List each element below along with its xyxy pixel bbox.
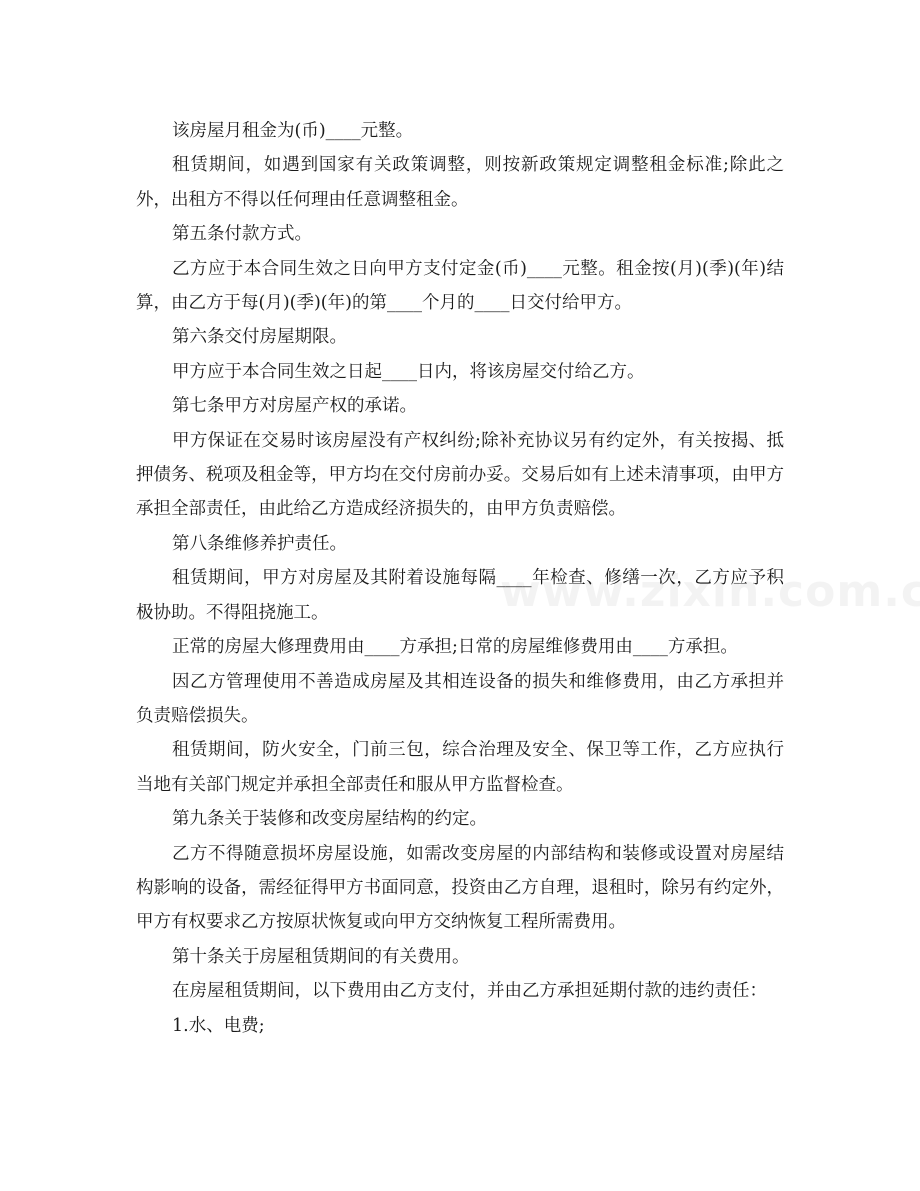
paragraph-damage-liability: 因乙方管理使用不善造成房屋及其相连设备的损失和维修费用，由乙方承担并负责赔偿损失。 [136,671,784,726]
paragraph-repair-costs: 正常的房屋大修理费用由____方承担;日常的房屋维修费用由____方承担。 [172,637,738,658]
paragraph-payment-terms: 乙方应于本合同生效之日向甲方支付定金(币)____元整。租金按(月)(季)(年)结算，由乙方于每(月)(季)(年)的第____个月的____日交付给甲方。 [136,258,784,314]
list-item-utilities: 1.水、电费; [172,1015,265,1036]
heading-article-10: 第十条关于房屋租赁期间的有关费用。 [172,946,470,967]
paragraph-safety-duties: 租赁期间，防火安全，门前三包，综合治理及安全、保卫等工作，乙方应执行当地有关部门规定并承担全部责任和服从甲方监督检查。 [136,740,784,795]
paragraph-rent-amount: 该房屋月租金为(币)____元整。 [172,121,414,141]
paragraph-inspection: 租赁期间，甲方对房屋及其附着设施每隔____年检查、修缮一次，乙方应予积极协助。不得阻挠施工。 [136,568,784,623]
paragraph-expenses-intro: 在房屋租赁期间，以下费用由乙方支付，并由乙方承担延期付款的违约责任： [172,981,767,1002]
heading-article-9: 第九条关于装修和改变房屋结构的约定。 [172,809,487,830]
paragraph-delivery-deadline: 甲方应于本合同生效之日起____日内，将该房屋交付给乙方。 [172,361,645,382]
heading-article-7: 第七条甲方对房屋产权的承诺。 [172,396,417,417]
paragraph-renovation-rules: 乙方不得随意损坏房屋设施，如需改变房屋的内部结构和装修或设置对房屋结构影响的设备，需经征得甲方书面同意，投资由乙方自理，退租时，除另有约定外，甲方有权要求乙方按原状恢复或向甲方交纳恢复工程所需费用。 [136,843,784,933]
heading-article-5: 第五条付款方式。 [172,224,312,245]
paragraph-title-guarantee: 甲方保证在交易时该房屋没有产权纠纷;除补充协议另有约定外，有关按揭、抵押债务、税项及租金等，甲方均在交付房前办妥。交易后如有上述未清事项，由甲方承担全部责任，由此给乙方造成经济损失的，由甲方负责赔偿。 [136,430,784,520]
paragraph-rent-adjustment: 租赁期间，如遇到国家有关政策调整，则按新政策规定调整租金标准;除此之外，出租方不得以任何理由任意调整租金。 [136,155,784,210]
contract-body [136,114,784,1043]
heading-article-8: 第八条维修养护责任。 [172,533,347,554]
heading-article-6: 第六条交付房屋期限。 [172,327,347,348]
